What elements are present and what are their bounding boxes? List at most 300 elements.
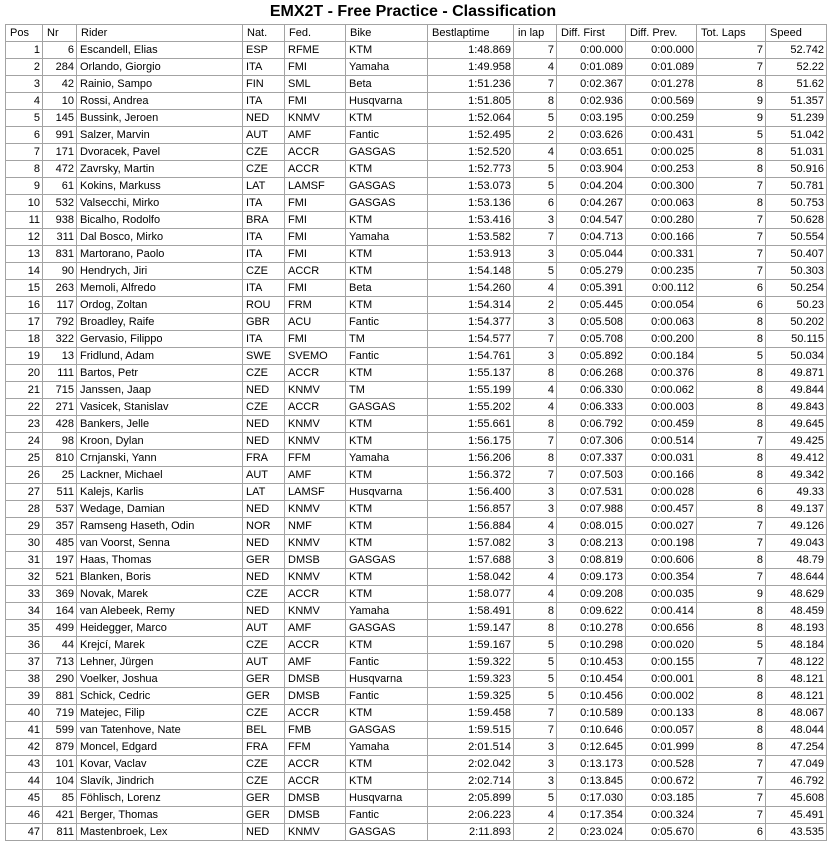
cell-bike: KTM	[346, 569, 428, 586]
cell-nr: 42	[43, 76, 77, 93]
cell-fed: ACCR	[285, 637, 346, 654]
cell-diff-prev: 0:00.672	[626, 773, 697, 790]
cell-bike: Husqvarna	[346, 671, 428, 688]
cell-speed: 50.303	[766, 263, 827, 280]
cell-bike: GASGAS	[346, 722, 428, 739]
cell-bestlaptime: 1:53.416	[428, 212, 514, 229]
column-header-rider: Rider	[77, 25, 243, 42]
cell-nr: 879	[43, 739, 77, 756]
cell-nat: CZE	[243, 161, 285, 178]
cell-speed: 51.042	[766, 127, 827, 144]
cell-in-lap: 5	[514, 161, 557, 178]
cell-pos: 3	[6, 76, 43, 93]
cell-fed: AMF	[285, 467, 346, 484]
cell-in-lap: 7	[514, 467, 557, 484]
cell-fed: FMI	[285, 229, 346, 246]
cell-speed: 49.843	[766, 399, 827, 416]
cell-in-lap: 4	[514, 807, 557, 824]
cell-nr: 104	[43, 773, 77, 790]
cell-in-lap: 7	[514, 331, 557, 348]
cell-fed: FMB	[285, 722, 346, 739]
cell-fed: KNMV	[285, 569, 346, 586]
cell-tot-laps: 9	[697, 110, 766, 127]
cell-pos: 9	[6, 178, 43, 195]
table-row	[6, 42, 827, 59]
cell-pos: 24	[6, 433, 43, 450]
cell-rider: Zavrsky, Martin	[77, 161, 243, 178]
cell-diff-prev: 0:00.133	[626, 705, 697, 722]
cell-pos: 33	[6, 586, 43, 603]
cell-speed: 49.342	[766, 467, 827, 484]
cell-rider: Voelker, Joshua	[77, 671, 243, 688]
cell-fed: KNMV	[285, 535, 346, 552]
cell-rider: Dvoracek, Pavel	[77, 144, 243, 161]
cell-nr: 511	[43, 484, 77, 501]
cell-fed: KNMV	[285, 501, 346, 518]
cell-fed: AMF	[285, 620, 346, 637]
cell-tot-laps: 8	[697, 552, 766, 569]
cell-pos: 1	[6, 42, 43, 59]
cell-diff-first: 0:05.708	[557, 331, 626, 348]
cell-tot-laps: 6	[697, 297, 766, 314]
cell-diff-first: 0:17.354	[557, 807, 626, 824]
cell-nr: 311	[43, 229, 77, 246]
cell-nr: 369	[43, 586, 77, 603]
cell-speed: 48.044	[766, 722, 827, 739]
cell-rider: Hendrych, Jiri	[77, 263, 243, 280]
cell-fed: NMF	[285, 518, 346, 535]
cell-fed: ACU	[285, 314, 346, 331]
cell-bike: Husqvarna	[346, 93, 428, 110]
table-row	[6, 110, 827, 127]
cell-pos: 12	[6, 229, 43, 246]
cell-diff-first: 0:07.503	[557, 467, 626, 484]
cell-fed: ACCR	[285, 773, 346, 790]
cell-tot-laps: 8	[697, 603, 766, 620]
cell-speed: 49.645	[766, 416, 827, 433]
cell-bestlaptime: 1:52.520	[428, 144, 514, 161]
cell-rider: Haas, Thomas	[77, 552, 243, 569]
cell-fed: FMI	[285, 93, 346, 110]
cell-tot-laps: 8	[697, 705, 766, 722]
cell-in-lap: 8	[514, 416, 557, 433]
cell-bestlaptime: 1:51.805	[428, 93, 514, 110]
cell-diff-prev: 0:00.035	[626, 586, 697, 603]
cell-bike: Fantic	[346, 654, 428, 671]
cell-bestlaptime: 1:54.761	[428, 348, 514, 365]
cell-speed: 43.535	[766, 824, 827, 841]
column-header-fed: Fed.	[285, 25, 346, 42]
cell-diff-first: 0:04.204	[557, 178, 626, 195]
cell-diff-prev: 0:00.002	[626, 688, 697, 705]
cell-in-lap: 3	[514, 246, 557, 263]
cell-pos: 42	[6, 739, 43, 756]
cell-diff-prev: 0:00.569	[626, 93, 697, 110]
cell-pos: 39	[6, 688, 43, 705]
cell-tot-laps: 5	[697, 348, 766, 365]
cell-diff-first: 0:05.044	[557, 246, 626, 263]
cell-nr: 6	[43, 42, 77, 59]
cell-nat: CZE	[243, 263, 285, 280]
cell-fed: FMI	[285, 280, 346, 297]
cell-tot-laps: 8	[697, 399, 766, 416]
cell-diff-first: 0:10.646	[557, 722, 626, 739]
cell-nr: 713	[43, 654, 77, 671]
cell-pos: 8	[6, 161, 43, 178]
cell-pos: 14	[6, 263, 43, 280]
cell-in-lap: 4	[514, 382, 557, 399]
cell-pos: 13	[6, 246, 43, 263]
cell-nr: 938	[43, 212, 77, 229]
cell-nr: 25	[43, 467, 77, 484]
cell-in-lap: 4	[514, 569, 557, 586]
cell-bike: Yamaha	[346, 450, 428, 467]
cell-speed: 46.792	[766, 773, 827, 790]
table-row	[6, 467, 827, 484]
cell-rider: Ordog, Zoltan	[77, 297, 243, 314]
cell-nr: 290	[43, 671, 77, 688]
cell-in-lap: 8	[514, 603, 557, 620]
cell-fed: KNMV	[285, 110, 346, 127]
cell-in-lap: 4	[514, 518, 557, 535]
table-row	[6, 569, 827, 586]
cell-bike: Beta	[346, 280, 428, 297]
cell-fed: ACCR	[285, 705, 346, 722]
cell-nr: 719	[43, 705, 77, 722]
table-row	[6, 586, 827, 603]
cell-diff-prev: 0:00.027	[626, 518, 697, 535]
cell-nr: 357	[43, 518, 77, 535]
cell-rider: Bussink, Jeroen	[77, 110, 243, 127]
cell-diff-prev: 0:00.253	[626, 161, 697, 178]
table-row	[6, 501, 827, 518]
cell-pos: 7	[6, 144, 43, 161]
cell-fed: SML	[285, 76, 346, 93]
cell-diff-prev: 0:01.999	[626, 739, 697, 756]
cell-fed: ACCR	[285, 399, 346, 416]
cell-speed: 50.254	[766, 280, 827, 297]
cell-bestlaptime: 1:53.073	[428, 178, 514, 195]
cell-pos: 11	[6, 212, 43, 229]
cell-nr: 90	[43, 263, 77, 280]
table-row	[6, 705, 827, 722]
cell-diff-prev: 0:00.376	[626, 365, 697, 382]
cell-speed: 50.628	[766, 212, 827, 229]
cell-pos: 34	[6, 603, 43, 620]
cell-fed: DMSB	[285, 790, 346, 807]
table-row	[6, 807, 827, 824]
cell-bike: KTM	[346, 501, 428, 518]
cell-bestlaptime: 1:55.661	[428, 416, 514, 433]
cell-speed: 47.254	[766, 739, 827, 756]
classification-table	[5, 24, 827, 841]
cell-diff-prev: 0:01.089	[626, 59, 697, 76]
cell-bestlaptime: 1:54.314	[428, 297, 514, 314]
cell-diff-first: 0:04.713	[557, 229, 626, 246]
cell-pos: 41	[6, 722, 43, 739]
cell-nat: AUT	[243, 620, 285, 637]
cell-nr: 485	[43, 535, 77, 552]
cell-diff-first: 0:07.306	[557, 433, 626, 450]
cell-bestlaptime: 1:49.958	[428, 59, 514, 76]
cell-tot-laps: 8	[697, 195, 766, 212]
cell-nat: BRA	[243, 212, 285, 229]
cell-in-lap: 7	[514, 722, 557, 739]
cell-rider: Bankers, Jelle	[77, 416, 243, 433]
table-row	[6, 688, 827, 705]
cell-bestlaptime: 1:59.323	[428, 671, 514, 688]
cell-diff-first: 0:23.024	[557, 824, 626, 841]
cell-bestlaptime: 1:54.148	[428, 263, 514, 280]
cell-nat: FIN	[243, 76, 285, 93]
cell-bike: KTM	[346, 705, 428, 722]
column-header-pos: Pos	[6, 25, 43, 42]
cell-tot-laps: 7	[697, 535, 766, 552]
cell-in-lap: 8	[514, 450, 557, 467]
cell-in-lap: 5	[514, 178, 557, 195]
cell-diff-first: 0:08.015	[557, 518, 626, 535]
column-header-speed: Speed	[766, 25, 827, 42]
cell-fed: FFM	[285, 739, 346, 756]
cell-pos: 22	[6, 399, 43, 416]
table-row	[6, 603, 827, 620]
cell-bike: GASGAS	[346, 178, 428, 195]
cell-bestlaptime: 1:59.322	[428, 654, 514, 671]
cell-bestlaptime: 1:59.458	[428, 705, 514, 722]
cell-speed: 51.357	[766, 93, 827, 110]
cell-nat: AUT	[243, 467, 285, 484]
cell-diff-first: 0:10.298	[557, 637, 626, 654]
cell-diff-first: 0:10.454	[557, 671, 626, 688]
cell-speed: 51.031	[766, 144, 827, 161]
cell-tot-laps: 9	[697, 586, 766, 603]
cell-rider: Rainio, Sampo	[77, 76, 243, 93]
cell-diff-first: 0:06.792	[557, 416, 626, 433]
cell-fed: KNMV	[285, 603, 346, 620]
cell-tot-laps: 8	[697, 688, 766, 705]
cell-pos: 26	[6, 467, 43, 484]
cell-diff-prev: 0:00.062	[626, 382, 697, 399]
cell-nr: 10	[43, 93, 77, 110]
cell-nat: AUT	[243, 654, 285, 671]
cell-bike: GASGAS	[346, 824, 428, 841]
cell-nat: SWE	[243, 348, 285, 365]
cell-in-lap: 2	[514, 297, 557, 314]
cell-bike: KTM	[346, 416, 428, 433]
cell-rider: Lackner, Michael	[77, 467, 243, 484]
cell-nr: 117	[43, 297, 77, 314]
cell-bestlaptime: 1:56.175	[428, 433, 514, 450]
cell-diff-prev: 0:00.063	[626, 195, 697, 212]
cell-bestlaptime: 1:59.515	[428, 722, 514, 739]
cell-bike: KTM	[346, 263, 428, 280]
cell-tot-laps: 8	[697, 722, 766, 739]
cell-tot-laps: 8	[697, 331, 766, 348]
cell-fed: KNMV	[285, 433, 346, 450]
cell-fed: ACCR	[285, 144, 346, 161]
cell-pos: 23	[6, 416, 43, 433]
cell-nr: 521	[43, 569, 77, 586]
cell-diff-first: 0:05.892	[557, 348, 626, 365]
table-row	[6, 722, 827, 739]
cell-nr: 101	[43, 756, 77, 773]
cell-fed: FMI	[285, 331, 346, 348]
cell-bestlaptime: 1:56.372	[428, 467, 514, 484]
cell-in-lap: 5	[514, 110, 557, 127]
cell-tot-laps: 7	[697, 773, 766, 790]
cell-diff-prev: 0:00.057	[626, 722, 697, 739]
cell-tot-laps: 6	[697, 824, 766, 841]
cell-tot-laps: 7	[697, 790, 766, 807]
cell-nr: 810	[43, 450, 77, 467]
cell-rider: Crnjanski, Yann	[77, 450, 243, 467]
cell-nat: NED	[243, 501, 285, 518]
cell-fed: FMI	[285, 59, 346, 76]
cell-tot-laps: 8	[697, 76, 766, 93]
cell-diff-prev: 0:00.184	[626, 348, 697, 365]
cell-diff-prev: 0:00.280	[626, 212, 697, 229]
cell-rider: Moncel, Edgard	[77, 739, 243, 756]
cell-pos: 37	[6, 654, 43, 671]
cell-pos: 6	[6, 127, 43, 144]
cell-speed: 49.043	[766, 535, 827, 552]
cell-bike: KTM	[346, 246, 428, 263]
cell-fed: ACCR	[285, 365, 346, 382]
cell-diff-prev: 0:00.606	[626, 552, 697, 569]
cell-nr: 532	[43, 195, 77, 212]
cell-bike: KTM	[346, 161, 428, 178]
cell-nr: 98	[43, 433, 77, 450]
cell-bestlaptime: 1:54.377	[428, 314, 514, 331]
cell-nr: 472	[43, 161, 77, 178]
cell-tot-laps: 8	[697, 671, 766, 688]
cell-tot-laps: 7	[697, 246, 766, 263]
cell-pos: 21	[6, 382, 43, 399]
cell-diff-prev: 0:00.166	[626, 229, 697, 246]
cell-tot-laps: 7	[697, 569, 766, 586]
cell-bike: KTM	[346, 773, 428, 790]
cell-fed: RFME	[285, 42, 346, 59]
cell-tot-laps: 7	[697, 42, 766, 59]
cell-pos: 44	[6, 773, 43, 790]
cell-nat: GBR	[243, 314, 285, 331]
cell-fed: LAMSF	[285, 178, 346, 195]
cell-bike: GASGAS	[346, 620, 428, 637]
cell-diff-prev: 0:00.063	[626, 314, 697, 331]
cell-nr: 792	[43, 314, 77, 331]
cell-diff-prev: 0:00.324	[626, 807, 697, 824]
cell-in-lap: 3	[514, 501, 557, 518]
cell-in-lap: 7	[514, 229, 557, 246]
cell-in-lap: 5	[514, 637, 557, 654]
cell-diff-first: 0:10.453	[557, 654, 626, 671]
cell-bestlaptime: 1:51.236	[428, 76, 514, 93]
table-row	[6, 824, 827, 841]
cell-in-lap: 3	[514, 484, 557, 501]
cell-diff-first: 0:09.622	[557, 603, 626, 620]
cell-bestlaptime: 2:01.514	[428, 739, 514, 756]
cell-tot-laps: 5	[697, 127, 766, 144]
cell-bike: KTM	[346, 586, 428, 603]
cell-pos: 40	[6, 705, 43, 722]
cell-tot-laps: 5	[697, 637, 766, 654]
cell-nat: GER	[243, 552, 285, 569]
table-row	[6, 399, 827, 416]
cell-tot-laps: 7	[697, 263, 766, 280]
table-row	[6, 76, 827, 93]
cell-bestlaptime: 1:54.260	[428, 280, 514, 297]
cell-bestlaptime: 1:52.773	[428, 161, 514, 178]
cell-in-lap: 7	[514, 42, 557, 59]
cell-fed: FMI	[285, 246, 346, 263]
table-row	[6, 535, 827, 552]
cell-nat: CZE	[243, 399, 285, 416]
cell-speed: 48.629	[766, 586, 827, 603]
cell-diff-prev: 0:00.003	[626, 399, 697, 416]
table-header-row	[6, 25, 827, 42]
cell-rider: Ramseng Haseth, Odin	[77, 518, 243, 535]
cell-bestlaptime: 1:58.042	[428, 569, 514, 586]
cell-pos: 20	[6, 365, 43, 382]
cell-rider: Escandell, Elias	[77, 42, 243, 59]
cell-nr: 263	[43, 280, 77, 297]
cell-speed: 48.459	[766, 603, 827, 620]
cell-fed: SVEMO	[285, 348, 346, 365]
cell-tot-laps: 8	[697, 416, 766, 433]
cell-rider: van Alebeek, Remy	[77, 603, 243, 620]
cell-speed: 45.608	[766, 790, 827, 807]
cell-bike: Beta	[346, 76, 428, 93]
cell-tot-laps: 7	[697, 229, 766, 246]
cell-pos: 29	[6, 518, 43, 535]
cell-nat: GER	[243, 671, 285, 688]
cell-diff-prev: 0:00.054	[626, 297, 697, 314]
cell-diff-prev: 0:00.198	[626, 535, 697, 552]
cell-bike: KTM	[346, 637, 428, 654]
cell-fed: KNMV	[285, 824, 346, 841]
cell-diff-prev: 0:00.025	[626, 144, 697, 161]
cell-speed: 48.79	[766, 552, 827, 569]
cell-in-lap: 3	[514, 535, 557, 552]
cell-tot-laps: 6	[697, 280, 766, 297]
cell-nat: NED	[243, 569, 285, 586]
cell-speed: 48.067	[766, 705, 827, 722]
cell-in-lap: 3	[514, 552, 557, 569]
cell-bike: GASGAS	[346, 195, 428, 212]
cell-bike: Fantic	[346, 127, 428, 144]
cell-diff-first: 0:07.531	[557, 484, 626, 501]
cell-nr: 831	[43, 246, 77, 263]
cell-speed: 49.412	[766, 450, 827, 467]
cell-fed: DMSB	[285, 552, 346, 569]
cell-tot-laps: 8	[697, 144, 766, 161]
cell-in-lap: 4	[514, 586, 557, 603]
cell-rider: Salzer, Marvin	[77, 127, 243, 144]
cell-nat: LAT	[243, 178, 285, 195]
cell-pos: 17	[6, 314, 43, 331]
column-header-bike: Bike	[346, 25, 428, 42]
table-row	[6, 637, 827, 654]
cell-pos: 46	[6, 807, 43, 824]
cell-diff-prev: 0:00.235	[626, 263, 697, 280]
table-row	[6, 212, 827, 229]
cell-diff-prev: 0:00.414	[626, 603, 697, 620]
cell-nat: CZE	[243, 365, 285, 382]
cell-diff-prev: 0:00.354	[626, 569, 697, 586]
cell-diff-first: 0:06.268	[557, 365, 626, 382]
cell-bike: KTM	[346, 467, 428, 484]
cell-rider: Gervasio, Filippo	[77, 331, 243, 348]
